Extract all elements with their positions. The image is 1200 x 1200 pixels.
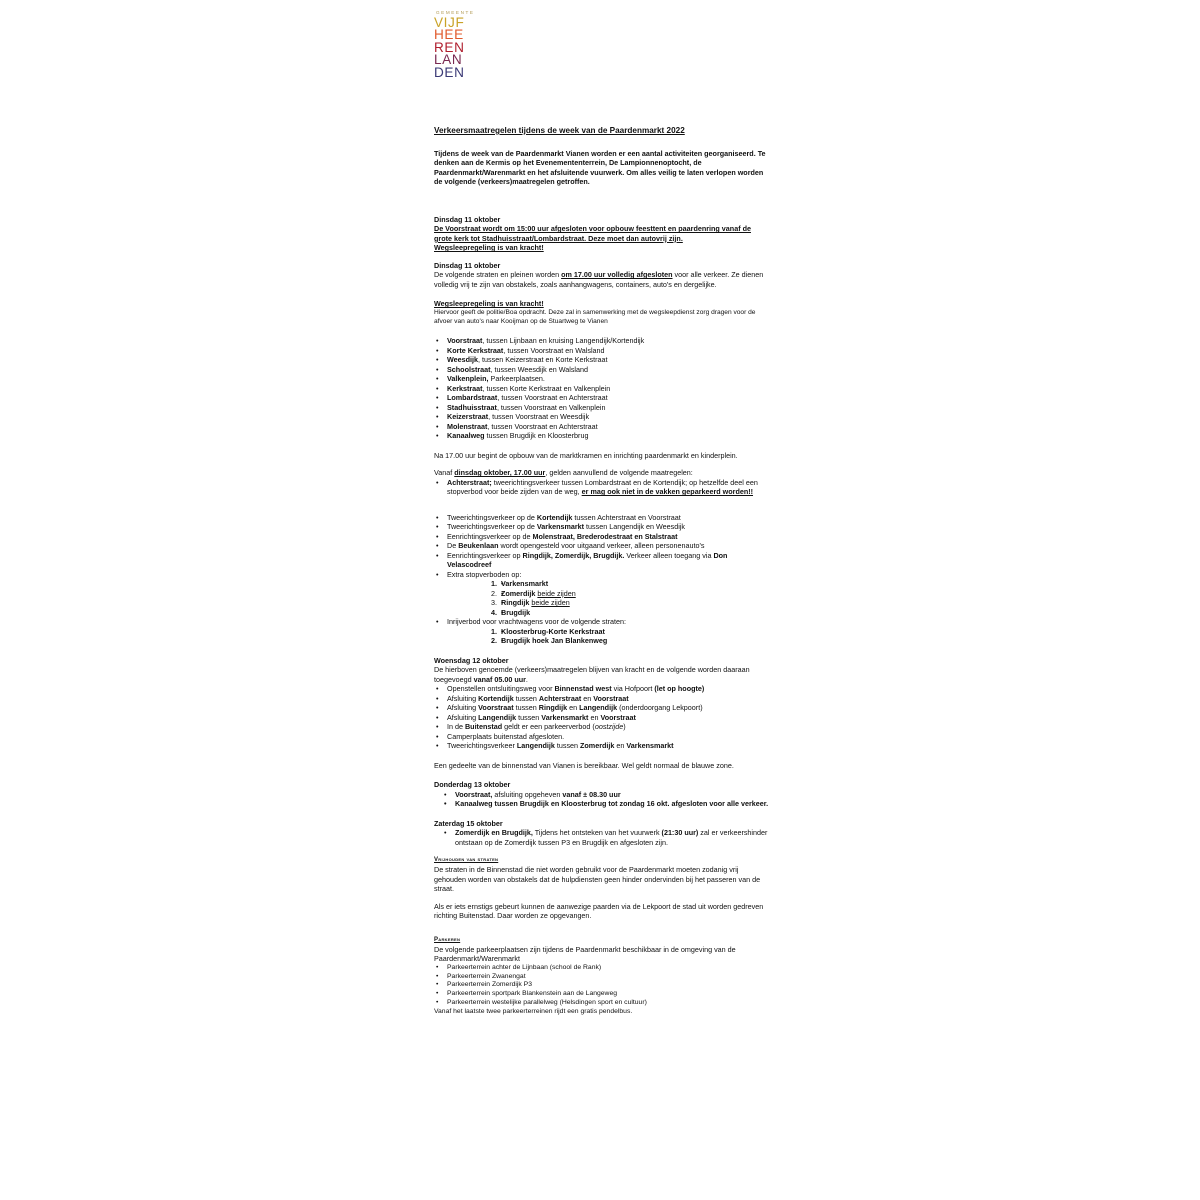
tow-notice: Wegsleepregeling is van kracht!	[434, 243, 544, 253]
list-item: • Valkenplein, Parkeerplaatsen.	[434, 374, 770, 384]
free-streets-text: De straten in de Binnenstad die niet worden gebruikt voor de Paardenmarkt moeten zodanig vrij gehouden worden van obstakels dat de hulpdiensten geen hinder ondervinden bij het passeren van de straat.	[434, 865, 761, 894]
list-item: • 2. Brugdijk hoek Jan Blankenweg	[499, 636, 770, 646]
list-item: • Afsluiting Langendijk tussen Varkensmarkt en Voorstraat	[434, 713, 770, 723]
section-heading: Vrijhouden van straten	[434, 857, 499, 864]
list-item: • Extra stopverboden op: • 1. Varkensmarkt • 2. Zomerdijk beide zijden • 3. Ringdijk beide zijden • 4. Brugdijk	[434, 570, 770, 618]
tow-heading: Wegsleepregeling is van kracht!	[434, 299, 544, 309]
section-heading: Woensdag 12 oktober	[434, 655, 509, 665]
closed-streets-list	[434, 336, 770, 441]
parking-intro: De volgende parkeerplaatsen zijn tijdens de Paardenmarkt beschikbaar in de omgeving van de Paardenmarkt/Warenmarkt	[434, 944, 736, 964]
list-item: • Zomerdijk en Brugdijk, Tijdens het ontsteken van het vuurwerk (21:30 uur) zal er verkeershinder ontstaan op de Zomerdijk tussen P3 en Brugdijk en afgesloten zijn.	[434, 828, 770, 847]
blue-zone-text: Een gedeelte van de binnenstad van Vianen is bereikbaar. Wel geldt normaal de blauwe zone.	[434, 760, 734, 770]
list-item: • 3. Ringdijk beide zijden	[499, 598, 770, 608]
list-item: • Keizerstraat, tussen Voorstraat en Weesdijk	[434, 412, 770, 422]
list-item: • Eenrichtingsverkeer op Ringdijk, Zomerdijk, Brugdijk. Verkeer alleen toegang via Don Velascodreef	[434, 551, 770, 570]
wednesday-list	[434, 684, 770, 751]
list-item: • Tweerichtingsverkeer op de Varkensmarkt tussen Langendijk en Weesdijk	[434, 522, 770, 532]
municipality-logo	[434, 10, 475, 79]
list-item: • 4. Brugdijk	[499, 608, 770, 618]
list-item: • Openstellen ontsluitingsweg voor Binnenstad west via Hofpoort (let op hoogte)	[434, 684, 770, 694]
after-17-text: Na 17.00 uur begint de opbouw van de marktkramen en inrichting paardenmarkt en kinderplein.	[434, 450, 738, 460]
section-heading: Zaterdag 15 oktober	[434, 818, 503, 828]
section-heading: Donderdag 13 oktober	[434, 780, 511, 790]
list-item: • In de Buitenstad geldt er een parkeerverbod (oostzijde)	[434, 722, 770, 732]
section-heading: Dinsdag 11 oktober	[434, 260, 501, 270]
section-heading: Parkeren	[434, 936, 461, 943]
achterstraat-list	[434, 478, 770, 497]
list-item: • Tweerichtingsverkeer op de Kortendijk tussen Achterstraat en Voorstraat	[434, 513, 770, 523]
list-item: • De Beukenlaan wordt opengesteld voor uitgaand verkeer, alleen personenauto's	[434, 541, 770, 551]
list-item: • Parkeerterrein sportpark Blankenstein aan de Langeweg	[434, 990, 770, 999]
list-item: • Voorstraat, afsluiting opgeheven vanaf ± 08.30 uur	[434, 790, 770, 800]
document-title: Verkeersmaatregelen tijdens de week van de Paardenmarkt 2022	[434, 126, 685, 135]
list-item: • Tweerichtingsverkeer Langendijk tussen Zomerdijk en Varkensmarkt	[434, 741, 770, 751]
list-item: • Inrijverbod voor vrachtwagens voor de volgende straten: • 1. Kloosterbrug-Korte Kerkstraat • 2. Brugdijk hoek Jan Blankenweg	[434, 617, 770, 646]
list-item: • Kerkstraat, tussen Korte Kerkstraat en Valkenplein	[434, 384, 770, 394]
list-item: • Parkeerterrein Zomerdijk P3	[434, 981, 770, 990]
list-item: • Camperplaats buitenstad afgesloten.	[434, 732, 770, 742]
traffic-measures-list	[434, 513, 770, 646]
list-item: • Lombardstraat, tussen Voorstraat en Achterstraat	[434, 393, 770, 403]
logo-line: VIJF	[434, 15, 465, 31]
parking-outro: Vanaf het laatste twee parkeerterreinen rijdt een gratis pendelbus.	[434, 1008, 633, 1016]
logo-line: LAN	[434, 52, 463, 68]
logo-line: DEN	[434, 64, 465, 80]
thursday-list	[434, 790, 770, 809]
list-item: • Afsluiting Voorstraat tussen Ringdijk en Langendijk (onderdoorgang Lekpoort)	[434, 703, 770, 713]
horses-text: Als er iets ernstigs gebeurt kunnen de aanwezige paarden via de Lekpoort de stad uit worden gedreven richting Buitenstad. Daar worden ze opgevangen.	[434, 901, 764, 921]
logo-small-text: GEMEENTE	[436, 10, 475, 15]
list-item: • Weesdijk, tussen Keizerstraat en Korte Kerkstraat	[434, 355, 770, 365]
list-item: • 1. Kloosterbrug-Korte Kerkstraat	[499, 627, 770, 637]
list-item: • 2. Zomerdijk beide zijden	[499, 589, 770, 599]
stop-ban-list	[447, 579, 770, 617]
list-item: • Kanaalweg tussen Brugdijk en Kloosterbrug tot zondag 16 okt. afgesloten voor alle verkeer.	[434, 799, 770, 809]
list-item: • Parkeerterrein westelijke parallelweg (Helsdingen sport en cultuur)	[434, 999, 770, 1008]
list-item: • Parkeerterrein Zwanengat	[434, 973, 770, 982]
list-item: • Eenrichtingsverkeer op de Molenstraat, Brederodestraat en Stalstraat	[434, 532, 770, 542]
list-item: • Stadhuisstraat, tussen Voorstraat en Valkenplein	[434, 403, 770, 413]
list-item: • Kanaalweg tussen Brugdijk en Kloosterbrug	[434, 431, 770, 441]
section-heading: Dinsdag 11 oktober	[434, 214, 501, 224]
document-content	[434, 126, 770, 1017]
list-item: • Voorstraat, tussen Lijnbaan en kruising Langendijk/Kortendijk	[434, 336, 770, 346]
list-item: • 1. Varkensmarkt	[499, 579, 770, 589]
list-item: • Molenstraat, tussen Voorstraat en Achterstraat	[434, 422, 770, 432]
list-item: • Korte Kerkstraat, tussen Voorstraat en Walsland	[434, 346, 770, 356]
list-item: • Schoolstraat, tussen Weesdijk en Walsland	[434, 365, 770, 375]
wednesday-intro: De hierboven genoemde (verkeers)maatregelen blijven van kracht en de volgende worden daaraan toegevoegd vanaf 05.00 uur.	[434, 665, 750, 684]
truck-ban-list	[447, 627, 770, 646]
list-item: • Afsluiting Kortendijk tussen Achterstraat en Voorstraat	[434, 694, 770, 704]
voorstraat-closure-text: De Voorstraat wordt om 15:00 uur afgesloten voor opbouw feesttent en paardenring vanaf de grote kerk tot Stadhuisstraat/Lombardstraat. Deze moet dan autovrij zijn.	[434, 224, 751, 243]
list-item: • Parkeerterrein achter de Lijnbaan (school de Rank)	[434, 964, 770, 973]
saturday-list	[434, 828, 770, 847]
intro-paragraph: Tijdens de week van de Paardenmarkt Vianen worden er een aantal activiteiten georganiseerd. Te denken aan de Kermis op het Evenemententerrein, De Lampionnenoptocht, de Paardenmarkt/Warenmarkt en het afsluitende vuurwerk. Om alles veilig te laten verlopen worden de volgende (verkeers)maatregelen getroffen.	[434, 148, 766, 187]
additional-measures-intro: Vanaf dinsdag oktober, 17.00 uur, gelden aanvullend de volgende maatregelen:	[434, 468, 693, 478]
logo-line: REN	[434, 39, 465, 55]
parking-list	[434, 964, 770, 1009]
list-item: • Achterstraat; tweerichtingsverkeer tussen Lombardstraat en de Kortendijk; op hetzelfde deel een stopverbod voor beide zijden van de weg, er mag ook niet in de vakken geparkeerd worden!!	[434, 478, 770, 497]
logo-line: HEE	[434, 27, 464, 43]
tow-text: Hiervoor geeft de politie/Boa opdracht. Deze zal in samenwerking met de wegsleepdienst zorg dragen voor de afvoer van auto's naar Kooijman op de Stuartweg te Vianen	[434, 308, 756, 325]
closure-paragraph: De volgende straten en pleinen worden om 17.00 uur volledig afgesloten voor alle verkeer. Ze dienen volledig vrij te zijn van obstakels, zoals aanhangwagens, containers, auto's en dergelijke.	[434, 270, 764, 289]
